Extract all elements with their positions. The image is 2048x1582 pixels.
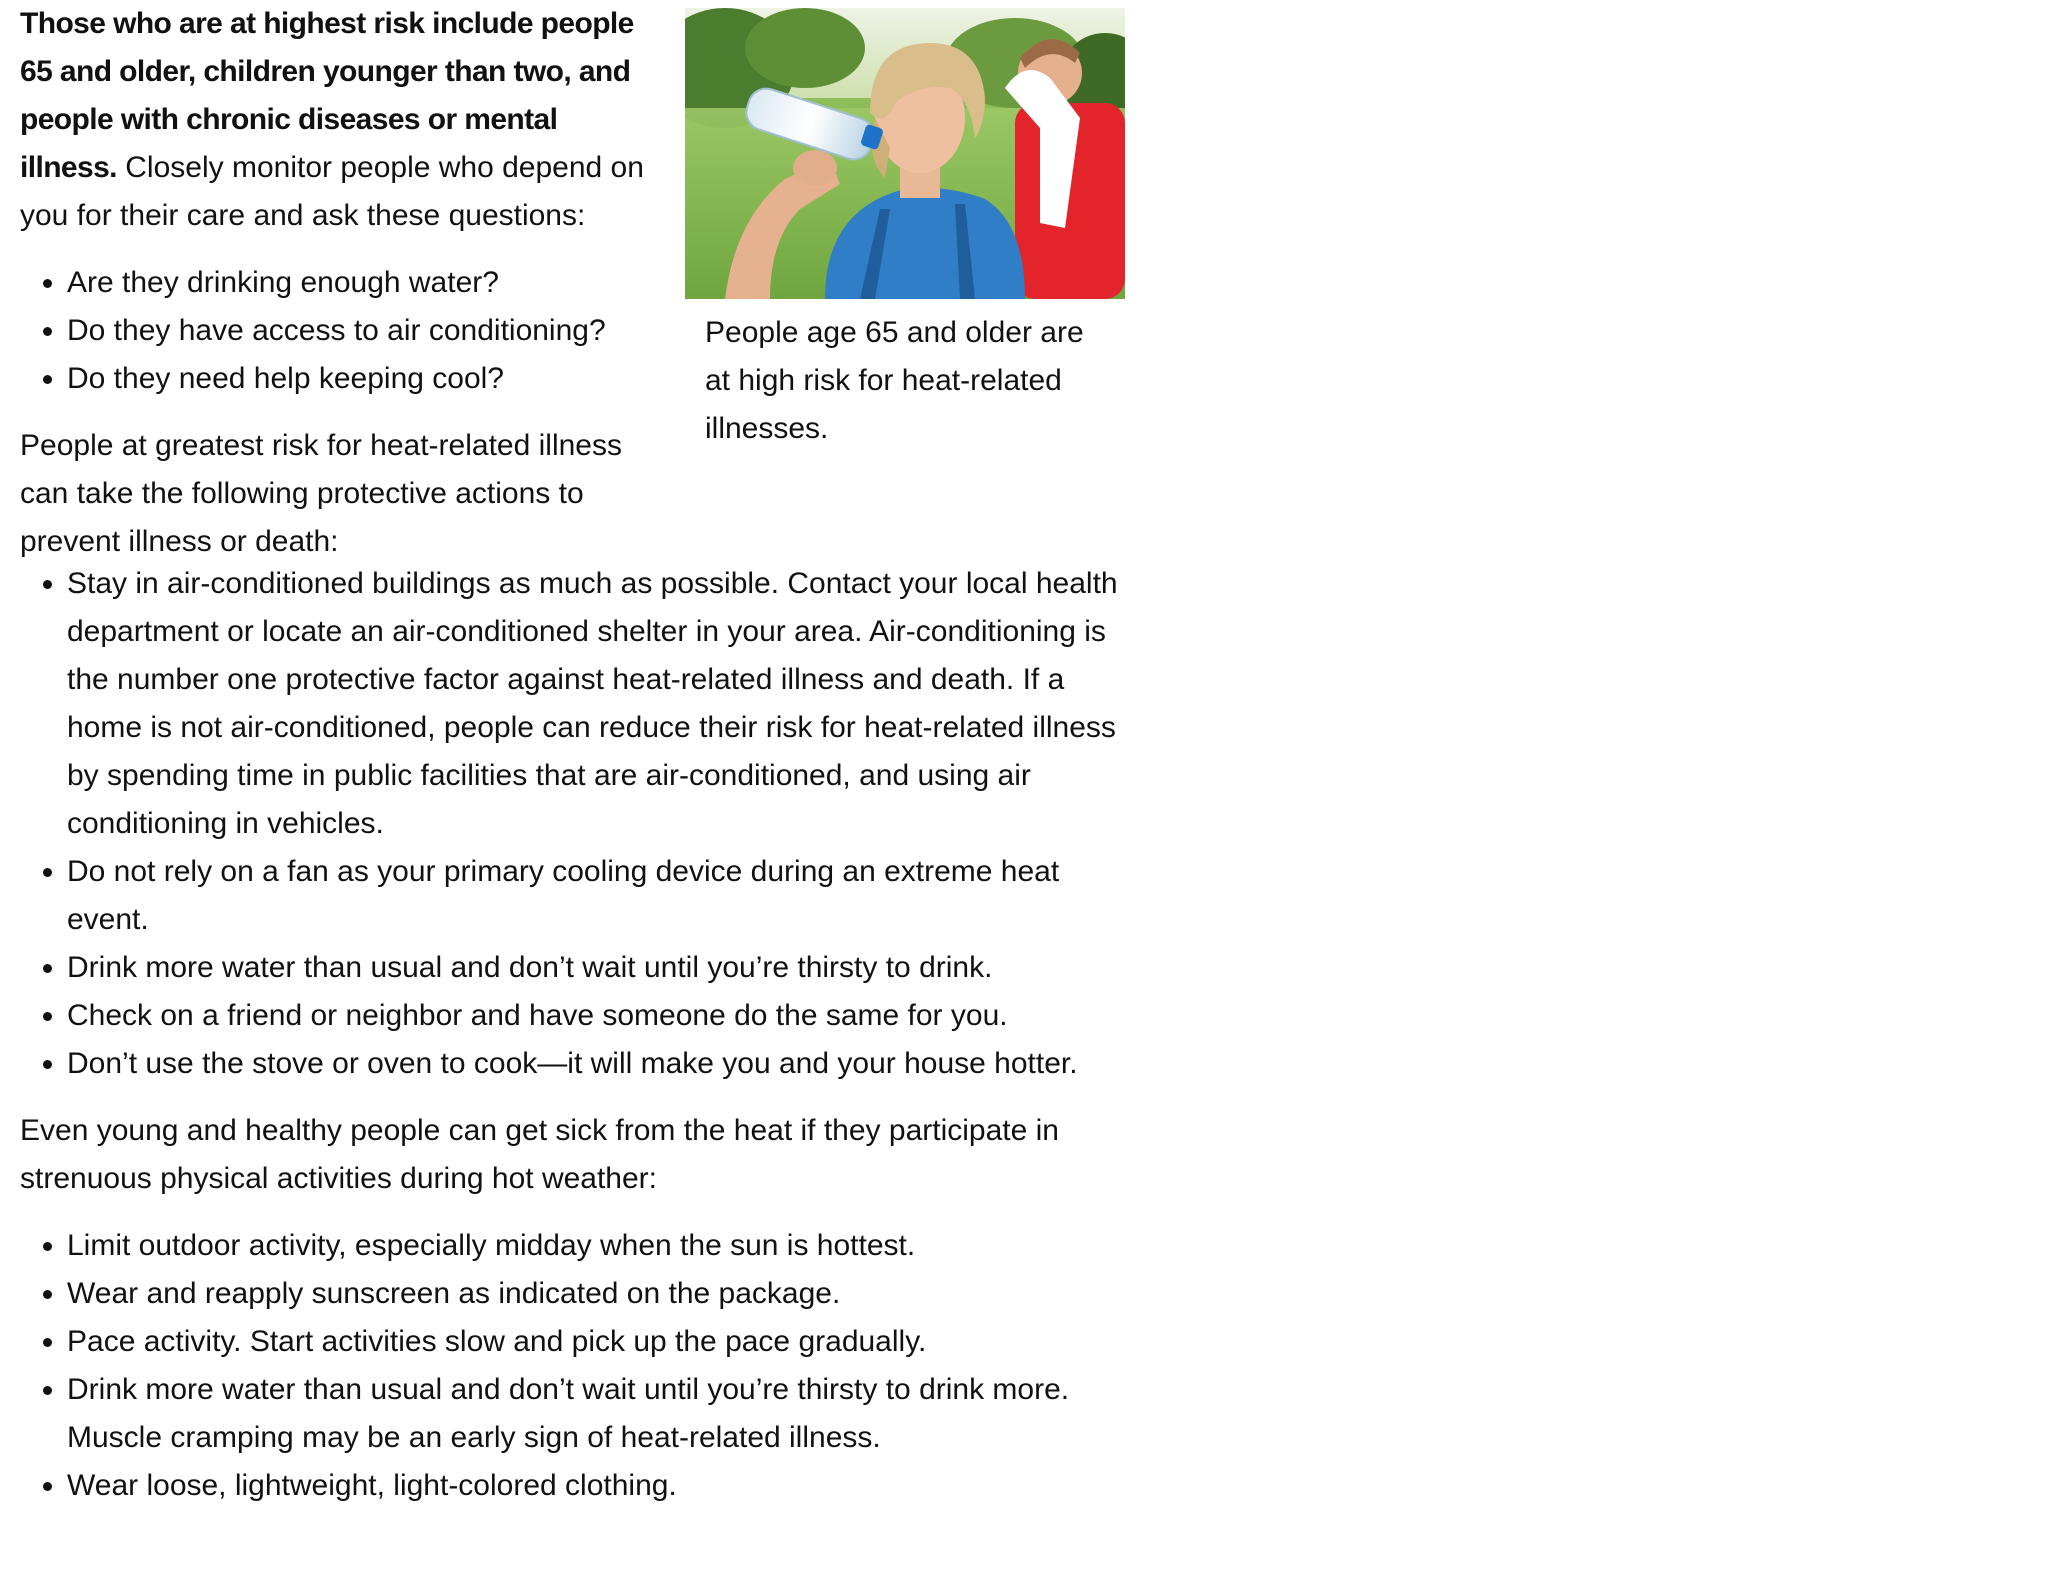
top-section: [20, 0, 1130, 560]
figure-caption: People age 65 and older are at high risk for heat-related illnesses.: [705, 316, 1084, 445]
list-item: • Stay in air-conditioned buildings as much as possible. Contact your local health department or locate an air-conditioned shelter in your area. Air-conditioning is the number one protective factor against heat-related illness and death. If a home is not air-conditioned, people can reduce their risk for heat-related illness by spending time in public facilities that are air-conditioned, and using air conditioning in vehicles.: [67, 560, 1130, 848]
young-actions-list: [20, 1222, 1130, 1510]
older-woman-drinking-water-photo: [685, 8, 1125, 299]
list-item: • Pace activity. Start activities slow and pick up the pace gradually.: [67, 1318, 1130, 1366]
intro-column: [20, 0, 660, 566]
list-item: • Limit outdoor activity, especially midday when the sun is hottest.: [67, 1222, 1130, 1270]
list-item: • Don’t use the stove or oven to cook—it will make you and your house hotter.: [67, 1040, 1130, 1088]
article: [20, 0, 1130, 1529]
protective-actions-list: [20, 560, 1130, 1088]
intro-paragraph: [20, 0, 660, 240]
intro-bold-text: Those who are at highest risk include people 65 and older, children younger than two, and people with chronic diseases or mental illness.: [20, 7, 634, 184]
list-item: • Wear loose, lightweight, light-colored clothing.: [67, 1462, 1130, 1510]
questions-list: [20, 259, 660, 403]
list-item: • Do they need help keeping cool?: [67, 355, 660, 403]
list-item: • Drink more water than usual and don’t wait until you’re thirsty to drink more. Muscle cramping may be an early sign of heat-related illness.: [67, 1366, 1130, 1462]
list-item: • Drink more water than usual and don’t wait until you’re thirsty to drink.: [67, 944, 1130, 992]
protective-actions-section: [20, 560, 1130, 1510]
intro-normal-text: Closely monitor people who depend on you for their care and ask these questions:: [20, 151, 644, 232]
list-item: • Check on a friend or neighbor and have someone do the same for you.: [67, 992, 1130, 1040]
figure: [685, 8, 1125, 453]
list-item: • Do not rely on a fan as your primary cooling device during an extreme heat event.: [67, 848, 1130, 944]
list-item: • Do they have access to air conditioning?: [67, 307, 660, 355]
list-item: • Are they drinking enough water?: [67, 259, 660, 307]
greatest-risk-paragraph: People at greatest risk for heat-related illness can take the following protective actions to prevent illness or death:: [20, 429, 622, 558]
young-people-paragraph: Even young and healthy people can get sick from the heat if they participate in strenuous physical activities during hot weather:: [20, 1114, 1059, 1195]
list-item: • Wear and reapply sunscreen as indicated on the package.: [67, 1270, 1130, 1318]
